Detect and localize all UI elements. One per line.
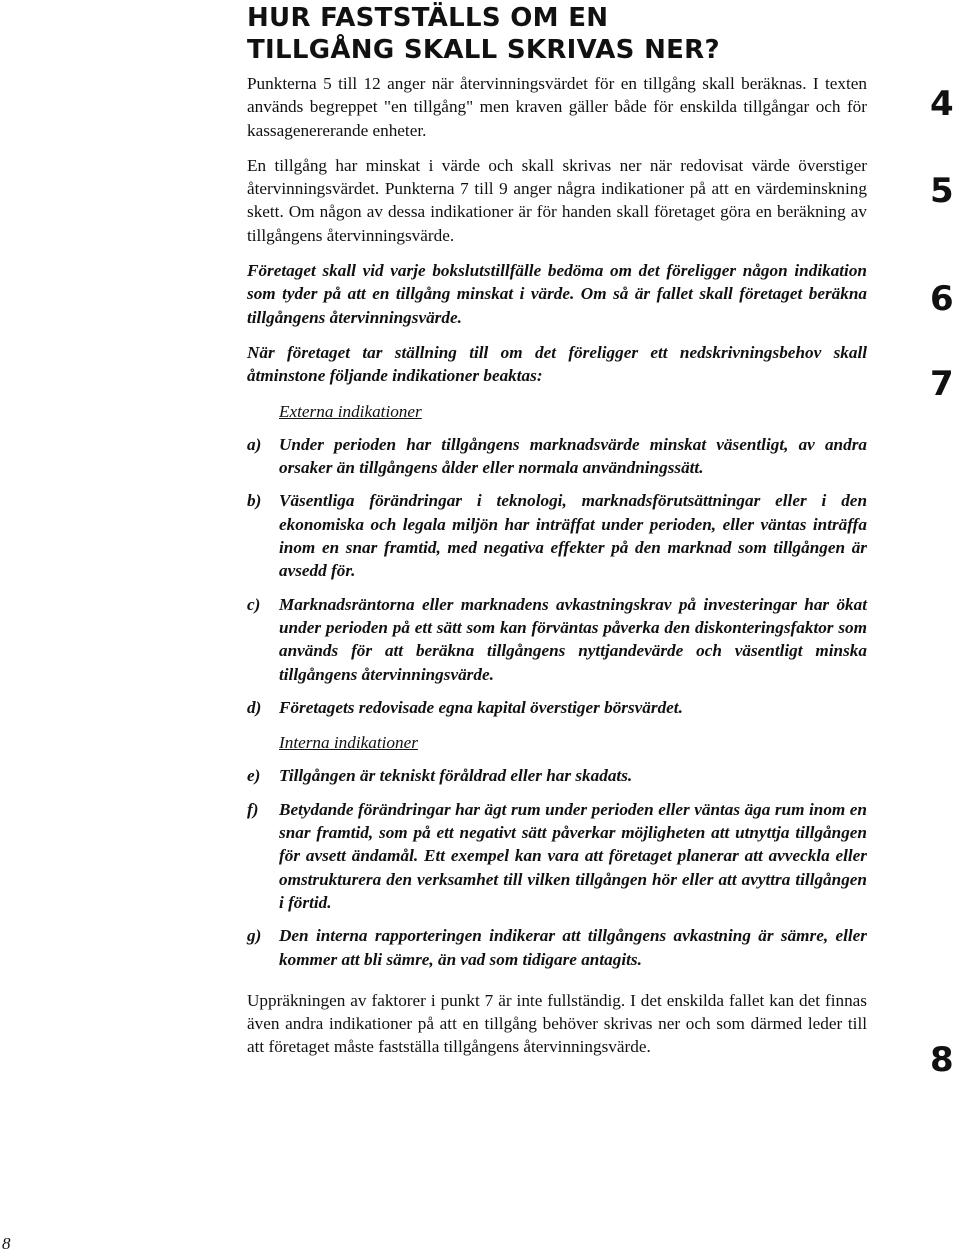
list-label: d) [247,697,262,717]
paragraph-6: Företaget skall vid varje bokslutstillfälle bedöma om det föreligger någon indikation som tyder på att en tillgång minskat i värde. Om så är fallet skall företaget beräkna tillgångens återvinningsvärde. [247,261,867,327]
paragraph-8: Uppräkningen av faktorer i punkt 7 är inte fullständig. I det enskilda fallet kan det finnas även andra indikationer på att en tillgång behöver skrivas ner och som därmed leder till att företaget måste fastställa tillgångens återvinningsvärde. [247,990,867,1057]
list-label: b) [247,491,262,511]
margin-number-8: 8 [930,1040,954,1080]
internal-indications-heading: Interna indikationer [279,733,418,753]
list-label: c) [247,594,261,614]
list-item-d [247,696,867,719]
list-text: Väsentliga förändringar i teknologi, marknadsförutsättningar eller i den ekonomiska och legala miljön har inträffat under perioden, eller väntas inträffa inom en snar framtid, med negativa effekter på den marknad som tillgången är avsedd för. [279,491,867,581]
list-item-a [247,433,867,480]
list-text: Marknadsräntorna eller marknadens avkastningskrav på investeringar har ökat under perioden på ett sätt som kan förväntas påverka den diskonteringsfaktor som används för att beräkna tillgångens nyttjandevärde och väsentligt minska tillgångens återvinningsvärde. [279,594,867,684]
list-label: a) [247,434,262,454]
paragraph-7: När företaget tar ställning till om det föreligger ett nedskrivningsbehov skall åtminstone följande indikationer beaktas: [247,342,867,386]
list-item-b [247,489,867,582]
list-item-c [247,593,867,686]
list-label: g) [247,926,262,946]
margin-number-6: 6 [930,279,954,319]
list-text: Under perioden har tillgångens marknadsvärde minskat väsentligt, av andra orsaker än tillgångens ålder eller normala användningssätt. [279,434,867,478]
section-heading [247,2,720,66]
list-item-e [247,764,867,787]
list-text: Den interna rapporteringen indikerar att tillgångens avkastning är sämre, eller kommer att bli sämre, än vad som tidigare antagits. [279,926,867,969]
list-label: f) [247,799,259,819]
list-text: Tillgången är tekniskt föråldrad eller har skadats. [279,766,633,786]
list-text: Företagets redovisade egna kapital överstiger börsvärdet. [279,697,683,717]
heading-line-1: HUR FASTSTÄLLS OM EN [247,3,609,33]
external-indications-heading: Externa indikationer [279,401,422,421]
margin-number-5: 5 [930,171,954,211]
margin-number-4: 4 [930,84,954,124]
list-item-f [247,798,867,914]
paragraph-4: Punkterna 5 till 12 anger när återvinningsvärdet för en tillgång skall beräknas. I texten används begreppet "en tillgång" men kraven gäller både för enskilda tillgångar och för kassagenererande enheter. [247,74,867,140]
page-number: 8 [2,1234,11,1253]
heading-line-2: TILLGÅNG SKALL SKRIVAS NER? [247,35,720,65]
paragraph-5: En tillgång har minskat i värde och skall skrivas ner när redovisat värde överstiger återvinningsvärdet. Punkterna 7 till 9 anger några indikationer på att en värdeminskning skett. Om någon av dessa indikationer är för handen skall företaget göra en beräkning av tillgångens återvinningsvärde. [247,155,867,245]
list-text: Betydande förändringar har ägt rum under perioden eller väntas äga rum inom en snar framtid, som på ett negativt sätt påverkar möjligheten att utnyttja tillgången för avsett ändamål. Ett exempel kan vara att företaget planerar att avveckla eller omstrukturera den verksamhet till vilken tillgången hör eller att avyttra tillgången i förtid. [279,799,867,912]
list-item-g [247,924,867,971]
margin-number-7: 7 [930,364,954,404]
body-text [247,72,867,1059]
list-label: e) [247,766,261,786]
